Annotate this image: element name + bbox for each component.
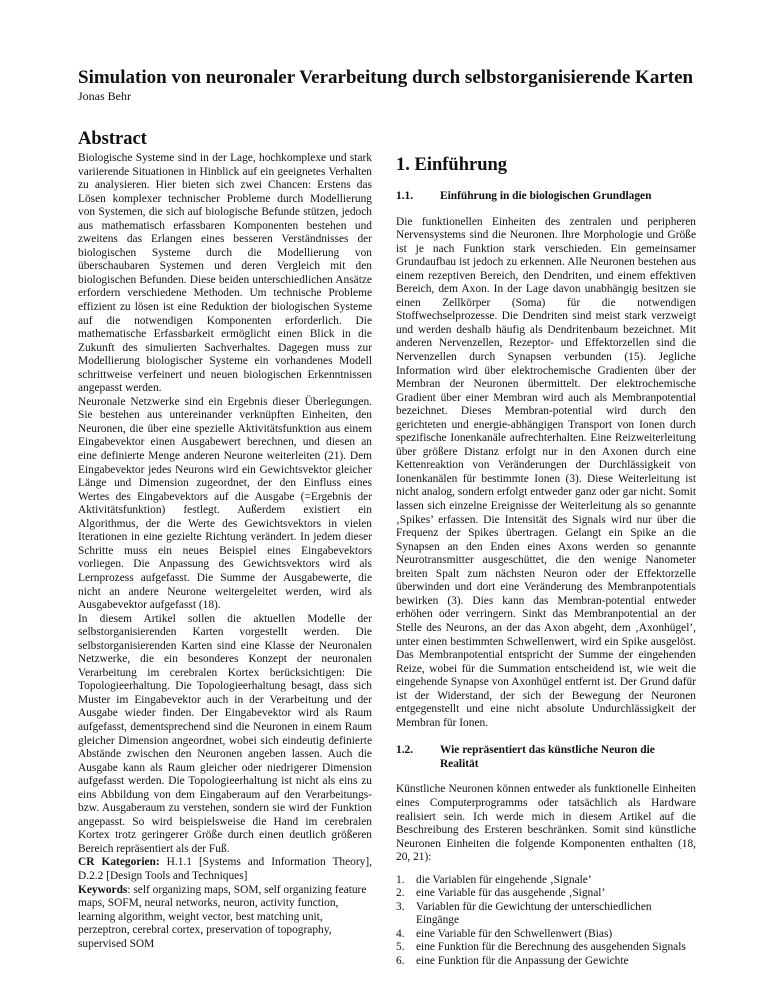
list-number: 5. <box>396 941 405 954</box>
list-text: die Variablen für eingehende ‚Signale’ <box>416 873 592 886</box>
list-item <box>396 874 696 888</box>
cr-text: H.1.1 [Systems and Information Theory], D.2.2 [Design Tools and Techniques] <box>78 856 373 882</box>
list-text: Variablen für die Gewichtung der unterschiedlichen Eingänge <box>416 900 652 927</box>
subsection-number: 1.2. <box>396 744 414 757</box>
subsection-number: 1.1. <box>396 190 414 202</box>
list-text: eine Variable für den Schwellenwert (Bias) <box>416 927 613 940</box>
list-text: eine Funktion für die Berechnung des ausgehenden Signals <box>416 941 686 954</box>
list-text: eine Funktion für die Anpassung der Gewichte <box>416 954 629 967</box>
list-item <box>396 901 696 928</box>
left-column <box>78 152 372 951</box>
component-list <box>396 874 696 969</box>
subsection-title: Wie repräsentiert das künstliche Neuron die Realität <box>439 744 655 770</box>
cr-categories <box>78 856 372 883</box>
abstract-paragraph: In diesem Artikel sollen die aktuellen Modelle der selbstorganisierenden Karten vorgestellt werden. Die selbstorganisierenden Karten sind eine Klasse der Neuronalen Netzwerke, die ein besonderes Konzept der neuronalen Verarbeitung im cerebralen Kortex berücksichtigen: Die Topologieerhaltung. Die Topologieerhaltung besagt, dass sich Muster im Eingabevektor auch in der Verarbeitung und der Ausgabe wieder finden. Der Eingabevektor wird als Raum aufgefasst, dementsprechend sind die Neuronen in einem Raum gleicher Dimension angeordnet, wobei sich eindeutig definierte Abstände zwischen den Neuronen angeben lassen. Auch die Ausgabe kann als Raum gleicher oder niedrigerer Dimension aufgefasst werden. Die Topologieerhaltung ist nicht als eins zu eins Abbildung von dem Eingaberaum auf den Verarbeitungs- bzw. Ausgaberaum zu verstehen, sondern sie wird der Funktion angepasst. So wird beispielsweise die Hand im cerebralen Kortex trotz geringerer Größe durch einen deutlich größeren Bereich repräsentiert als der Fuß. <box>78 612 372 855</box>
author-name: Jonas Behr <box>78 89 131 103</box>
right-column <box>396 152 696 969</box>
section-heading: 1. Einführung <box>396 155 508 175</box>
keywords <box>78 884 372 952</box>
subsection-heading <box>396 190 696 204</box>
cr-label: CR Kategorien: <box>78 856 160 869</box>
subsection-heading <box>396 744 696 771</box>
list-item <box>396 928 696 942</box>
list-number: 4. <box>396 927 405 940</box>
list-number: 3. <box>396 900 405 913</box>
body-paragraph: Die funktionellen Einheiten des zentralen und peripheren Nervensystems sind die Neuronen. Ihre Morphologie und Größe ist je nach Funktion stark verschieden. Ein gemeinsamer Grundaufbau ist jedoch zu erkennen. Alle Neuronen bestehen aus einem rezeptiven Bereich, den Dendriten, und einem effektiven Bereich, dem Axon. In der Lage davon unabhängig besitzen sie einen Zellkörper (Soma) für die notwendigen Stoffwechselprozesse. Die Dendriten sind meist stark verzweigt und werden deshalb häufig als Dendritenbaum bezeichnet. Mit anderen Nervenzellen, Rezeptor- und Effektorzellen sind die Nervenzellen durch Synapsen verbunden (15). Jegliche Information wird über elektrochemische Gradienten über der Membran der Neuronen übermittelt. Der elektrochemische Gradient über einer Membran wird auch als Membranpotential bezeichnet. Dieses Membran-potential wird durch den gerichteten und energie-abhängigen Transport von Ionen durch spezifische Ionenkanäle aufrechterhalten. Eine Reizweiterleitung über größere Distanz erfolgt nur in den Axonen durch eine Kettenreaktion von Veränderungen der Durchlässigkeit von Ionenkanälen für bestimmte Ionen (3). Diese Weiterleitung ist nicht analog, sondern erfolgt entweder ganz oder gar nicht. Somit lassen sich einzelne Ereignisse der Weiterleitung als so genannte ‚Spikes’ erfassen. Die Intensität des Signals wird nur über die Frequenz der Spikes übertragen. Gelangt ein Spike an die Synapsen an den Enden eines Axons werden so genannte Neurotransmitter ausgeschüttet, die den wenige Nanometer breiten Spalt zum nächsten Neuron oder der Effektorzelle überwinden und dort eine Veränderung des Membranpotentials bewirken (3). Dies kann das Membran-potential entweder erhöhen oder verringern. Sinkt das Membranpotential an der Stelle des Neurons, an der das Axon abgeht, dem ‚Axonhügel’, unter einen bestimmten Schwellenwert, wird ein Spike ausgelöst. Das Membranpotential entspricht der Summe der eingehenden Reize, wobei für die Summation entscheidend ist, wie weit die eingehende Synapse von Axonhügel entfernt ist. Der Grund dafür ist der Widerstand, der sich der Bewegung der Neuronen entgegenstellt und eine nicht absolute Undurchlässigkeit der Membran für Ionen. <box>396 215 696 729</box>
abstract-paragraph: Biologische Systeme sind in der Lage, hochkomplexe und stark variierende Situationen in Hinblick auf ein geeignetes Verhalten zu analysieren. Hier bieten sich zwei Chancen: Erstens das Lösen komplexer technischer Probleme durch Modellierung von Systemen, die sich auf biologische Befunde stützen, jedoch aus mathematisch erfassbaren Komponenten bestehen und zweitens das Erlangen eines besseren Verständnisses der biologischen Systeme durch die Modellierung von überschaubaren Systemen und deren Vergleich mit den biologischen Befunden. Diese beiden unterschiedlichen Ansätze erfordern verschiedene Methoden. Um technische Probleme effizient zu lösen ist eine Reduktion der biologischen Systeme auf die notwendigen Komponenten erforderlich. Die mathematische Erfassbarkeit ermöglicht einen Blick in die Zukunft des simulierten Sachverhaltes. Dagegen muss zur Modellierung biologischer Systeme ein vorhandenes Modell schrittweise verfeinert und neuen biologischen Erkenntnissen angepasst werden. <box>78 152 372 395</box>
body-paragraph: Künstliche Neuronen können entweder als funktionelle Einheiten eines Computerprogramms oder tatsächlich als Hardware realisiert sein. Ich werde mich in diesem Artikel auf die Beschreibung des Ersteren beschränken. Somit sind künstliche Neuronen Einheiten die folgende Komponenten enthalten (18, 20, 21): <box>396 783 696 864</box>
list-item <box>396 941 696 955</box>
list-item <box>396 887 696 901</box>
keywords-label: Keywords <box>78 883 128 896</box>
keywords-text: : self organizing maps, SOM, self organizing feature maps, SOFM, neural networks, neuron, activity function, learning algorithm, weight vector, best matching unit, perzeptron, cerebral cortex, preservation of topography, supervised SOM <box>78 883 367 950</box>
list-number: 2. <box>396 887 405 900</box>
list-number: 6. <box>396 954 405 967</box>
paper-title: Simulation von neuronaler Verarbeitung durch selbstorganisierende Karten <box>78 67 694 88</box>
list-item <box>396 955 696 969</box>
abstract-heading: Abstract <box>78 129 147 149</box>
subsection-title: Einführung in die biologischen Grundlagen <box>440 190 652 202</box>
list-number: 1. <box>396 873 405 886</box>
list-text: eine Variable für das ausgehende ‚Signal’ <box>416 887 606 900</box>
abstract-paragraph: Neuronale Netzwerke sind ein Ergebnis dieser Überlegungen. Sie bestehen aus untereinander verknüpften Einheiten, den Neuronen, die über eine spezielle Aktivitätsfunktion aus einem Eingabevektor einen Ausgabewert berechnen, und diesen an eine definierte Menge anderen Neurone weiterleiten (21). Dem Eingabevektor jedes Neurons wird ein Gewichtsvektor gleicher Länge und Dimension zugeordnet, der den Einfluss eines Wertes des Eingabevektors auf die Ausgabe (=Ergebnis der Aktivitätsfunktion) festlegt. Außerdem existiert ein Algorithmus, der die Werte des Gewichtsvektors in vielen Iterationen in eine gezielte Richtung verändert. In jedem dieser Schritte muss ein neues Beispiel eines Eingabevektors vorliegen. Die Anpassung des Gewichtsvektors wird als Lernprozess aufgefasst. Die Summe der Ausgabewerte, die nicht an andere Neurone weitergeleitet werden, wird als Ausgabevektor aufgefasst (18). <box>78 395 372 612</box>
